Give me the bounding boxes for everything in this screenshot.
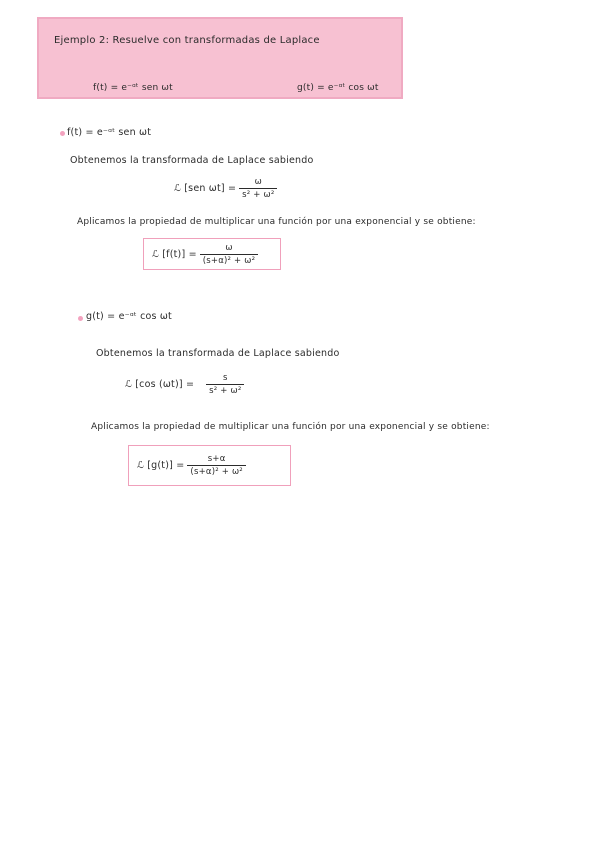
section1-result-denominator: (s+α)² + ω² <box>200 254 258 266</box>
section2-result-denominator: (s+α)² + ω² <box>187 465 245 477</box>
section1-transform-numerator: ω <box>254 177 262 187</box>
section1-transform-denominator: s² + ω² <box>239 188 277 200</box>
section1-step1-text: Obtenemos la transformada de Laplace sabiendo <box>70 155 314 166</box>
section2-step1-text: Obtenemos la transformada de Laplace sabiendo <box>96 348 340 359</box>
function-g-label: g(t) = e⁻ᵅᵗ cos ωt <box>297 83 379 93</box>
section2-result-lhs: ℒ [g(t)] = <box>137 460 185 471</box>
function-f-label: f(t) = e⁻ᵅᵗ sen ωt <box>93 83 173 93</box>
section2-transform-denominator: s² + ω² <box>206 384 244 396</box>
section2-transform-numerator: s <box>222 373 228 383</box>
section1-transform-lhs: ℒ [sen ωt] = <box>174 183 237 194</box>
section1-result-lhs: ℒ [f(t)] = <box>152 248 197 260</box>
section2-step2-text: Aplicamos la propiedad de multiplicar una función por una exponencial y se obtiene: <box>91 422 490 432</box>
section2-result-fraction <box>187 454 245 477</box>
section1-transform <box>174 177 277 200</box>
section1-result-box <box>143 238 281 270</box>
exercise-title: Ejemplo 2: Resuelve con transformadas de Laplace <box>54 35 320 46</box>
section2-transform-lhs: ℒ [cos (ωt)] = <box>125 379 195 390</box>
section1-transform-fraction <box>239 177 277 200</box>
section1-step2-text: Aplicamos la propiedad de multiplicar una función por una exponencial y se obtiene: <box>77 217 476 227</box>
section1-result-fraction <box>200 243 258 266</box>
section2-transform-fraction <box>206 373 244 396</box>
section2-result-numerator: s+α <box>207 454 226 464</box>
bullet-icon <box>60 131 65 136</box>
section2-result-box <box>128 445 291 486</box>
section2-function: g(t) = e⁻ᵅᵗ cos ωt <box>86 311 172 322</box>
section2-transform <box>125 373 244 396</box>
section1-result-numerator: ω <box>225 242 233 253</box>
section1-function: f(t) = e⁻ᵅᵗ sen ωt <box>67 127 152 138</box>
bullet-icon <box>78 316 83 321</box>
header-box <box>37 17 403 99</box>
